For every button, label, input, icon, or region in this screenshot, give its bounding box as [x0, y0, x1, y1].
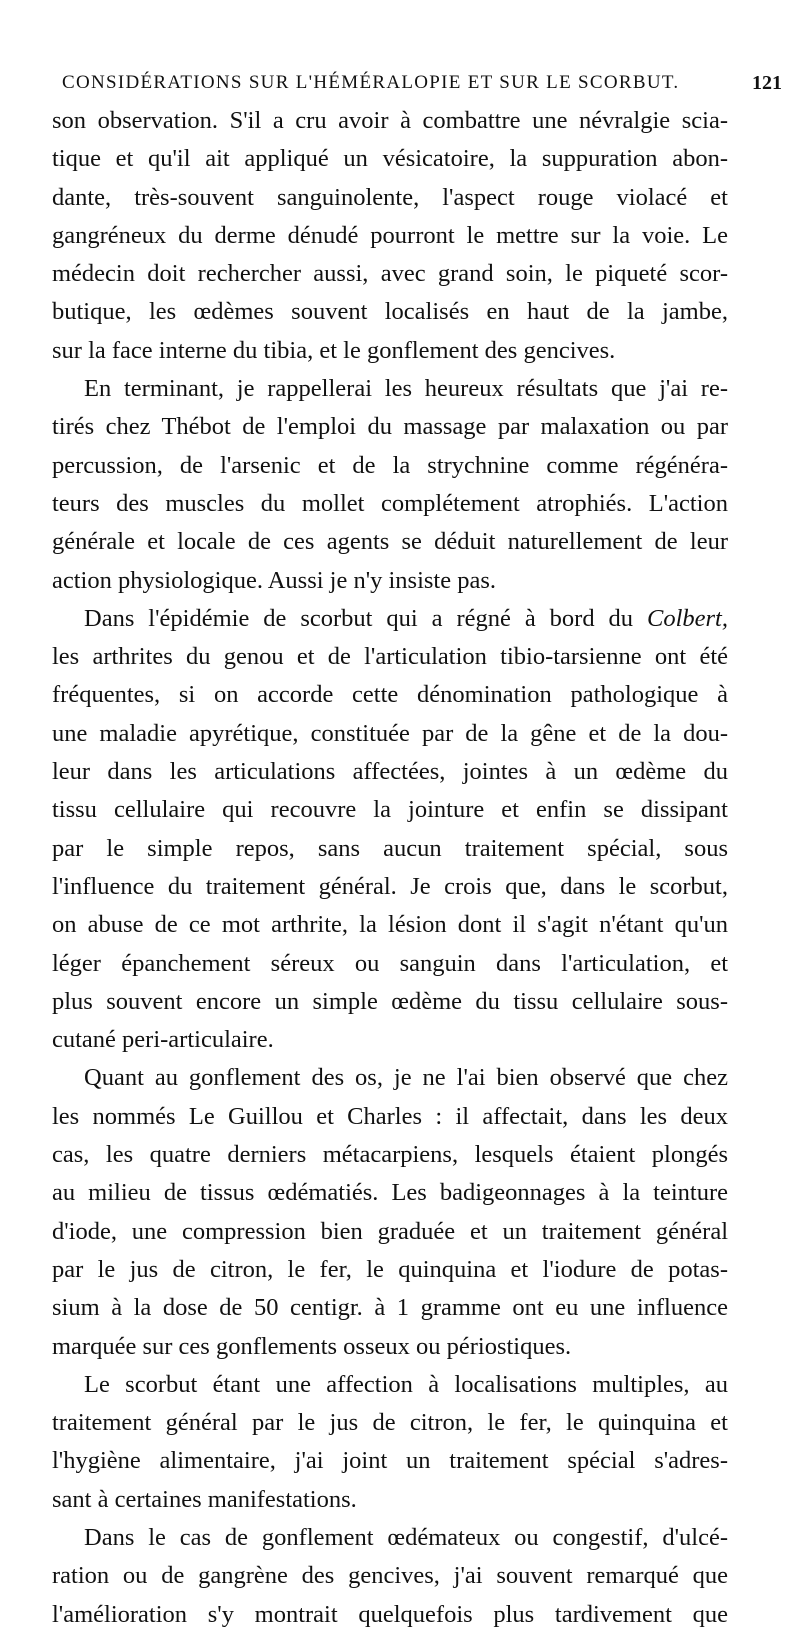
- text-line: [52, 1098, 728, 1136]
- line-text: l'hygiène alimentaire, j'ai joint un traitement spécial s'adres-: [52, 1447, 728, 1475]
- text-line: [52, 1136, 728, 1174]
- line-text: traitement général par le jus de citron, le fer, le quinquina et: [52, 1409, 728, 1437]
- line-text: une maladie apyrétique, constituée par de la gêne et de la dou-: [52, 719, 728, 747]
- line-text: médecin doit rechercher aussi, avec grand soin, le piqueté scor-: [52, 260, 728, 288]
- line-text: sant à certaines manifestations.: [52, 1485, 357, 1513]
- ship-name: Colbert,: [647, 604, 728, 632]
- line-text: son observation. S'il a cru avoir à combattre une névralgie scia-: [52, 107, 728, 134]
- text-line: [52, 1021, 728, 1059]
- line-text: Dans l'épidémie de scorbut qui a régné à bord du: [84, 604, 647, 632]
- line-text: percussion, de l'arsenic et de la strychnine comme régénéra-: [52, 451, 728, 479]
- line-text: générale et locale de ces agents se déduit naturellement de leur: [52, 528, 728, 556]
- line-text: léger épanchement séreux ou sanguin dans l'articulation, et: [52, 949, 728, 977]
- line-text: on abuse de ce mot arthrite, la lésion dont il s'agit n'étant qu'un: [52, 911, 728, 939]
- page-number: 121: [752, 72, 782, 94]
- text-line: [52, 1328, 728, 1366]
- text-line: [52, 408, 728, 446]
- line-text: cutané peri-articulaire.: [52, 1026, 274, 1054]
- text-line: [52, 140, 728, 178]
- line-text: marquée sur ces gonflements osseux ou périostiques.: [52, 1332, 572, 1360]
- line-text: Le scorbut étant une affection à localisations multiples, au: [84, 1370, 728, 1398]
- text-line: [52, 753, 728, 791]
- line-text: dante, très-souvent sanguinolente, l'aspect rouge violacé et: [52, 183, 728, 211]
- line-text: gangréneux du derme dénudé pourront le mettre sur la voie. Le: [52, 221, 728, 249]
- text-line: [52, 523, 728, 561]
- text-line: [52, 1557, 728, 1595]
- text-line: [52, 102, 728, 140]
- line-text: sur la face interne du tibia, et le gonflement des gencives.: [52, 336, 616, 364]
- text-line: [52, 179, 728, 217]
- line-text: par le jus de citron, le fer, le quinquina et l'iodure de potas-: [52, 1255, 728, 1283]
- text-line: [52, 1059, 728, 1097]
- line-text: fréquentes, si on accorde cette dénomination pathologique à: [52, 681, 728, 709]
- text-line: [52, 293, 728, 331]
- line-text: les nommés Le Guillou et Charles : il affectait, dans les deux: [52, 1102, 728, 1130]
- text-line: [52, 638, 728, 676]
- text-line: [52, 906, 728, 944]
- text-line: [52, 1366, 728, 1404]
- line-text: ration ou de gangrène des gencives, j'ai souvent remarqué que: [52, 1562, 728, 1590]
- line-text: tique et qu'il ait appliqué un vésicatoire, la suppuration abon-: [52, 145, 728, 173]
- text-line: [52, 217, 728, 255]
- line-text: cas, les quatre derniers métacarpiens, lesquels étaient plongés: [52, 1141, 728, 1169]
- text-line: [52, 830, 728, 868]
- text-line: [52, 485, 728, 523]
- text-line: [52, 945, 728, 983]
- line-text: sium à la dose de 50 centigr. à 1 gramme ont eu une influence: [52, 1294, 728, 1322]
- text-line: [52, 1596, 728, 1634]
- line-text: Quant au gonflement des os, je ne l'ai bien observé que chez: [84, 1064, 728, 1092]
- line-text: action physiologique. Aussi je n'y insiste pas.: [52, 566, 497, 594]
- text-line: [52, 562, 728, 600]
- text-line: [52, 370, 728, 408]
- text-line: [52, 600, 728, 638]
- text-line: [52, 791, 728, 829]
- line-text: l'influence du traitement général. Je crois que, dans le scorbut,: [52, 872, 728, 900]
- line-text: plus souvent encore un simple œdème du tissu cellulaire sous-: [52, 987, 728, 1015]
- text-line: [52, 1442, 728, 1480]
- line-text: au milieu de tissus œdématiés. Les badigeonnages à la teinture: [52, 1179, 728, 1207]
- line-text: En terminant, je rappellerai les heureux résultats que j'ai re-: [84, 375, 728, 403]
- text-line: [52, 1289, 728, 1327]
- running-head: [52, 72, 782, 104]
- text-line: [52, 447, 728, 485]
- text-line: [52, 1213, 728, 1251]
- text-line: [52, 1481, 728, 1519]
- line-text: butique, les œdèmes souvent localisés en haut de la jambe,: [52, 298, 728, 326]
- line-text: Dans le cas de gonflement œdémateux ou congestif, d'ulcé-: [84, 1523, 728, 1551]
- text-line: [52, 983, 728, 1021]
- line-text: l'amélioration s'y montrait quelquefois plus tardivement que: [52, 1600, 728, 1628]
- line-text: tissu cellulaire qui recouvre la jointure et enfin se dissipant: [52, 796, 728, 824]
- text-line: [52, 676, 728, 714]
- text-line: [52, 332, 728, 370]
- text-line: [52, 1404, 728, 1442]
- text-line: [52, 1251, 728, 1289]
- text-line: [52, 1519, 728, 1557]
- line-text: d'iode, une compression bien graduée et un traitement général: [52, 1217, 728, 1245]
- body-text: [52, 102, 728, 1634]
- text-line: [52, 255, 728, 293]
- text-line: [52, 868, 728, 906]
- running-title: CONSIDÉRATIONS SUR L'HÉMÉRALOPIE ET SUR LE SCORBUT.: [62, 72, 680, 93]
- text-line: [52, 715, 728, 753]
- line-text: par le simple repos, sans aucun traitement spécial, sous: [52, 834, 728, 862]
- line-text: leur dans les articulations affectées, jointes à un œdème du: [52, 758, 728, 786]
- line-text: teurs des muscles du mollet complétement atrophiés. L'action: [52, 489, 728, 517]
- text-line: [52, 1174, 728, 1212]
- line-text: tirés chez Thébot de l'emploi du massage par malaxation ou par: [52, 413, 728, 441]
- line-text: les arthrites du genou et de l'articulation tibio-tarsienne ont été: [52, 643, 728, 671]
